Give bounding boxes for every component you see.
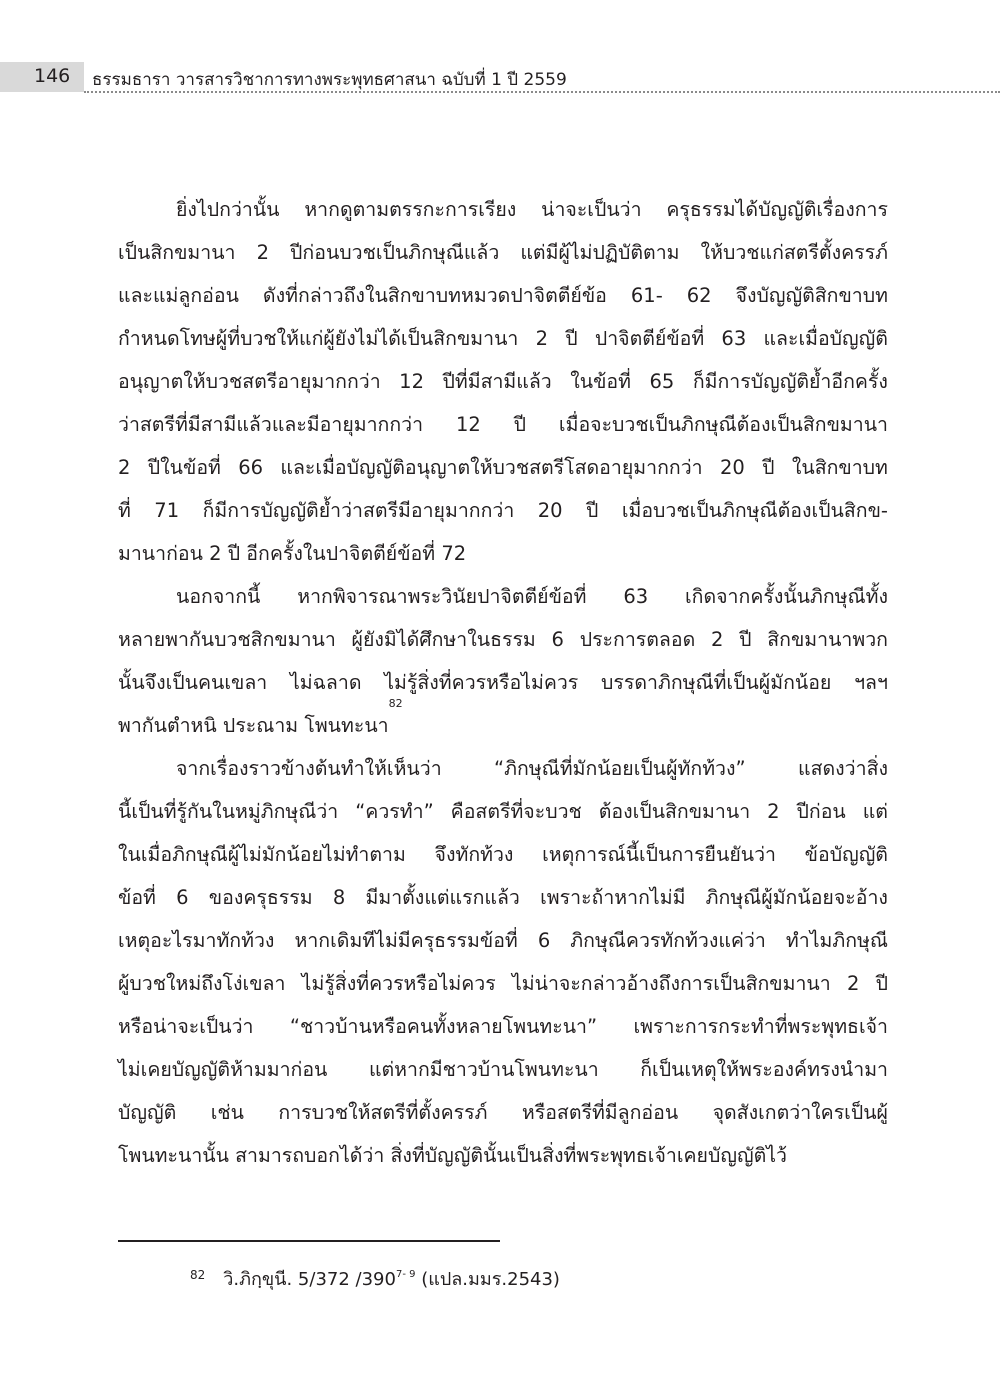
word: หรือสตรีที่มีลูกอ่อน	[521, 1101, 679, 1124]
word: ต้องเป็นสิกขมานา	[598, 800, 751, 823]
word: 6	[537, 929, 551, 952]
word: เมื่อจะบวชเป็นภิกษุณีต้องเป็นสิกขมานา	[558, 413, 888, 436]
word: “ภิกษุณีที่มักน้อยเป็นผู้ทักท้วง”	[494, 757, 746, 780]
word: หรือน่าจะเป็นว่า	[118, 1015, 254, 1038]
line-text: โพนทะนานั้น สามารถบอกได้ว่า สิ่งที่บัญญัตินั้นเป็นสิ่งที่พระพุทธเจ้าเคยบัญญัติไว้	[118, 1144, 787, 1167]
word: เกิดจากครั้งนั้นภิกษุณีทั้ง	[685, 585, 888, 608]
word: แต่มีผู้ไม่ปฏิบัติตาม	[520, 241, 680, 264]
word: หากพิจารณาพระวินัยปาจิตตีย์ข้อที่	[297, 585, 587, 608]
word: ปี	[513, 413, 527, 436]
word: ผู้ยังมิได้ศึกษาในธรรม	[351, 628, 536, 651]
word: 2	[846, 972, 860, 995]
word: และแม่ลูกอ่อน	[118, 284, 239, 307]
word: 63	[623, 585, 649, 608]
word: จึงทักท้วง	[434, 843, 514, 866]
word: ประการตลอด	[579, 628, 696, 651]
word: นี้เป็นที่รู้กันในหมู่ภิกษุณีว่า	[118, 800, 339, 823]
word: ปี	[762, 456, 775, 479]
word: ไม่รู้สิ่งที่ควรหรือไม่ควร	[384, 671, 579, 694]
line-text: พากันตำหนิ ประณาม โพนทะนา	[118, 714, 389, 737]
header-rule	[84, 91, 1000, 93]
word: 2	[710, 628, 724, 651]
paragraph-line	[118, 1005, 888, 1048]
word: เช่น	[210, 1101, 244, 1124]
paragraph-line	[118, 876, 888, 919]
line-text: มานาก่อน 2 ปี อีกครั้งในปาจิตตีย์ข้อที่ 72	[118, 542, 467, 565]
word: “ควรทำ”	[355, 800, 434, 823]
word: ไม่รู้สิ่งที่ควรหรือไม่ควร	[301, 972, 496, 995]
footnote-rule	[118, 1240, 500, 1242]
word: 6	[176, 886, 189, 909]
word: ดังที่กล่าวถึงในสิกขาบทหมวดปาจิตตีย์ข้อ	[262, 284, 607, 307]
word: 12	[455, 413, 481, 436]
paragraph-line	[118, 532, 888, 575]
word: ก็เป็นเหตุให้พระองค์ทรงนำมา	[640, 1058, 888, 1081]
word: กำหนดโทษผู้ที่บวชให้แก่ผู้ยังไม่ได้เป็นสิกขมานา	[118, 327, 519, 350]
word: ปี	[586, 499, 599, 522]
word: อนุญาตให้บวชสตรีอายุมากกว่า	[118, 370, 381, 393]
word: ข้อที่	[118, 886, 156, 909]
paragraph-line	[118, 1048, 888, 1091]
word: ปีที่มีสามีแล้ว	[442, 370, 552, 393]
word: ปี	[739, 628, 752, 651]
word: ไม่น่าจะกล่าวอ้างถึงการเป็นสิกขมานา	[511, 972, 831, 995]
paragraph-line	[118, 575, 888, 618]
word: 2	[535, 327, 549, 350]
paragraph-line	[118, 919, 888, 962]
footnote-text: วิ.ภิกฺขุนี. 5/372 /390	[223, 1269, 396, 1290]
word: 20	[719, 456, 745, 479]
word: ไม่ฉลาด	[289, 671, 362, 694]
paragraph-line	[118, 661, 888, 704]
body-text	[118, 188, 888, 1177]
word: ก็มีการบัญญัติย้ำอีกครั้ง	[692, 370, 888, 393]
word: จึงบัญญัติสิกขาบท	[735, 284, 888, 307]
word: ว่าสตรีที่มีสามีแล้วและมีอายุมากกว่า	[118, 413, 424, 436]
word: ที่	[118, 499, 131, 522]
word: ปีในข้อที่	[147, 456, 221, 479]
paragraph-line	[118, 697, 888, 747]
word: 2	[256, 241, 269, 264]
paragraph-line	[118, 360, 888, 403]
word: แต่หากมีชาวบ้านโพนทะนา	[368, 1058, 599, 1081]
word: 20	[537, 499, 563, 522]
paragraph-line	[118, 231, 888, 274]
word: ในสิกขาบท	[791, 456, 888, 479]
word: บัญญัติ	[118, 1101, 177, 1124]
paragraph-line	[118, 747, 888, 790]
paragraph-line	[118, 1134, 888, 1177]
word: 61-	[630, 284, 663, 307]
word: ปี	[875, 972, 888, 995]
word: นั้นจึงเป็นคนเขลา	[118, 671, 268, 694]
word: เหตุอะไรมาทักท้วง	[118, 929, 275, 952]
paragraph-line	[118, 618, 888, 661]
word: ในเมื่อภิกษุณีผู้ไม่มักน้อยไม่ทำตาม	[118, 843, 406, 866]
word: มีมาตั้งแต่แรกแล้ว	[365, 886, 520, 909]
word: ทำไมภิกษุณี	[785, 929, 888, 952]
word: 12	[399, 370, 424, 393]
footnote-suffix: (แปล.มมร.2543)	[415, 1269, 560, 1290]
footnote-reference: 82	[388, 697, 403, 710]
word: 2	[767, 800, 780, 823]
word: ของครุธรรม	[208, 886, 313, 909]
footnote-page-superscript: 7- 9	[395, 1269, 416, 1280]
word: 66	[238, 456, 264, 479]
paragraph-line	[118, 188, 888, 231]
footnote	[190, 1264, 560, 1293]
word: 2	[118, 456, 131, 479]
word: ให้บวชแก่สตรีตั้งครรภ์	[700, 241, 888, 264]
word: การบวชให้สตรีที่ตั้งครรภ์	[278, 1101, 488, 1124]
word: ภิกษุณีควรทักท้วงแค่ว่า	[570, 929, 766, 952]
word: คือสตรีที่จะบวช	[450, 800, 582, 823]
word: ยิ่งไปกว่านั้น	[176, 198, 280, 221]
word: แต่	[862, 800, 888, 823]
word: ปี	[565, 327, 578, 350]
word: และเมื่อบัญญัติ	[763, 327, 888, 350]
word: 6	[551, 628, 564, 651]
paragraph-line	[118, 403, 888, 446]
page-number: 146	[34, 65, 71, 87]
word: เพราะการกระทำที่พระพุทธเจ้า	[633, 1015, 888, 1038]
word: “ชาวบ้านหรือคนทั้งหลายโพนทะนา”	[289, 1015, 598, 1038]
word: สิกขมานาพวก	[767, 628, 888, 651]
word: เพราะถ้าหากไม่มี	[540, 886, 686, 909]
paragraph-line	[118, 1091, 888, 1134]
word: และเมื่อบัญญัติอนุญาตให้บวชสตรีโสดอายุมากกว่า	[280, 456, 703, 479]
paragraph-line	[118, 317, 888, 360]
word: จุดสังเกตว่าใครเป็นผู้	[712, 1101, 888, 1124]
word: เมื่อบวชเป็นภิกษุณีต้องเป็นสิกข-	[621, 499, 888, 522]
word: จากเรื่องราวข้างต้นทำให้เห็นว่า	[176, 757, 442, 780]
word: นอกจากนี้	[176, 585, 261, 608]
word: ก็มีการบัญญัติย้ำว่าสตรีมีอายุมากกว่า	[202, 499, 515, 522]
word: 62	[686, 284, 712, 307]
paragraph-line	[118, 274, 888, 317]
word: 8	[332, 886, 346, 909]
word: เป็นสิกขมานา	[118, 241, 236, 264]
word: บรรดาภิกษุณีที่เป็นผู้มักน้อย	[601, 671, 832, 694]
word: ครุธรรมได้บัญญัติเรื่องการ	[666, 198, 888, 221]
word: ไม่เคยบัญญัติห้ามมาก่อน	[118, 1058, 328, 1081]
word: เหตุการณ์นี้เป็นการยืนยันว่า	[542, 843, 776, 866]
word: 65	[649, 370, 675, 393]
paragraph-line	[118, 446, 888, 489]
paragraph-line	[118, 833, 888, 876]
paragraph-line	[118, 962, 888, 1005]
word: ผู้บวชใหม่ถึงโง่เขลา	[118, 972, 286, 995]
word: ข้อบัญญัติ	[804, 843, 888, 866]
word: ปาจิตตีย์ข้อที่	[594, 327, 705, 350]
word: หากเดิมทีไม่มีครุธรรมข้อที่	[294, 929, 518, 952]
paragraph-line	[118, 489, 888, 532]
word: หลายพากันบวชสิกขมานา	[118, 628, 336, 651]
word: ปีก่อนบวชเป็นภิกษุณีแล้ว	[290, 241, 500, 264]
word: ปีก่อน	[796, 800, 846, 823]
word: ภิกษุณีผู้มักน้อยจะอ้าง	[705, 886, 888, 909]
paragraph-line	[118, 790, 888, 833]
word: 71	[154, 499, 180, 522]
word: น่าจะเป็นว่า	[541, 198, 642, 221]
word: แสดงว่าสิ่ง	[798, 757, 888, 780]
word: ฯลฯ	[854, 671, 888, 694]
word: ในข้อที่	[570, 370, 631, 393]
word: 63	[721, 327, 747, 350]
footnote-number: 82	[190, 1268, 206, 1282]
word: หากดูตามตรรกะการเรียง	[304, 198, 517, 221]
running-title: ธรรมธารา วารสารวิชาการทางพระพุทธศาสนา ฉบับที่ 1 ปี 2559	[92, 70, 567, 90]
